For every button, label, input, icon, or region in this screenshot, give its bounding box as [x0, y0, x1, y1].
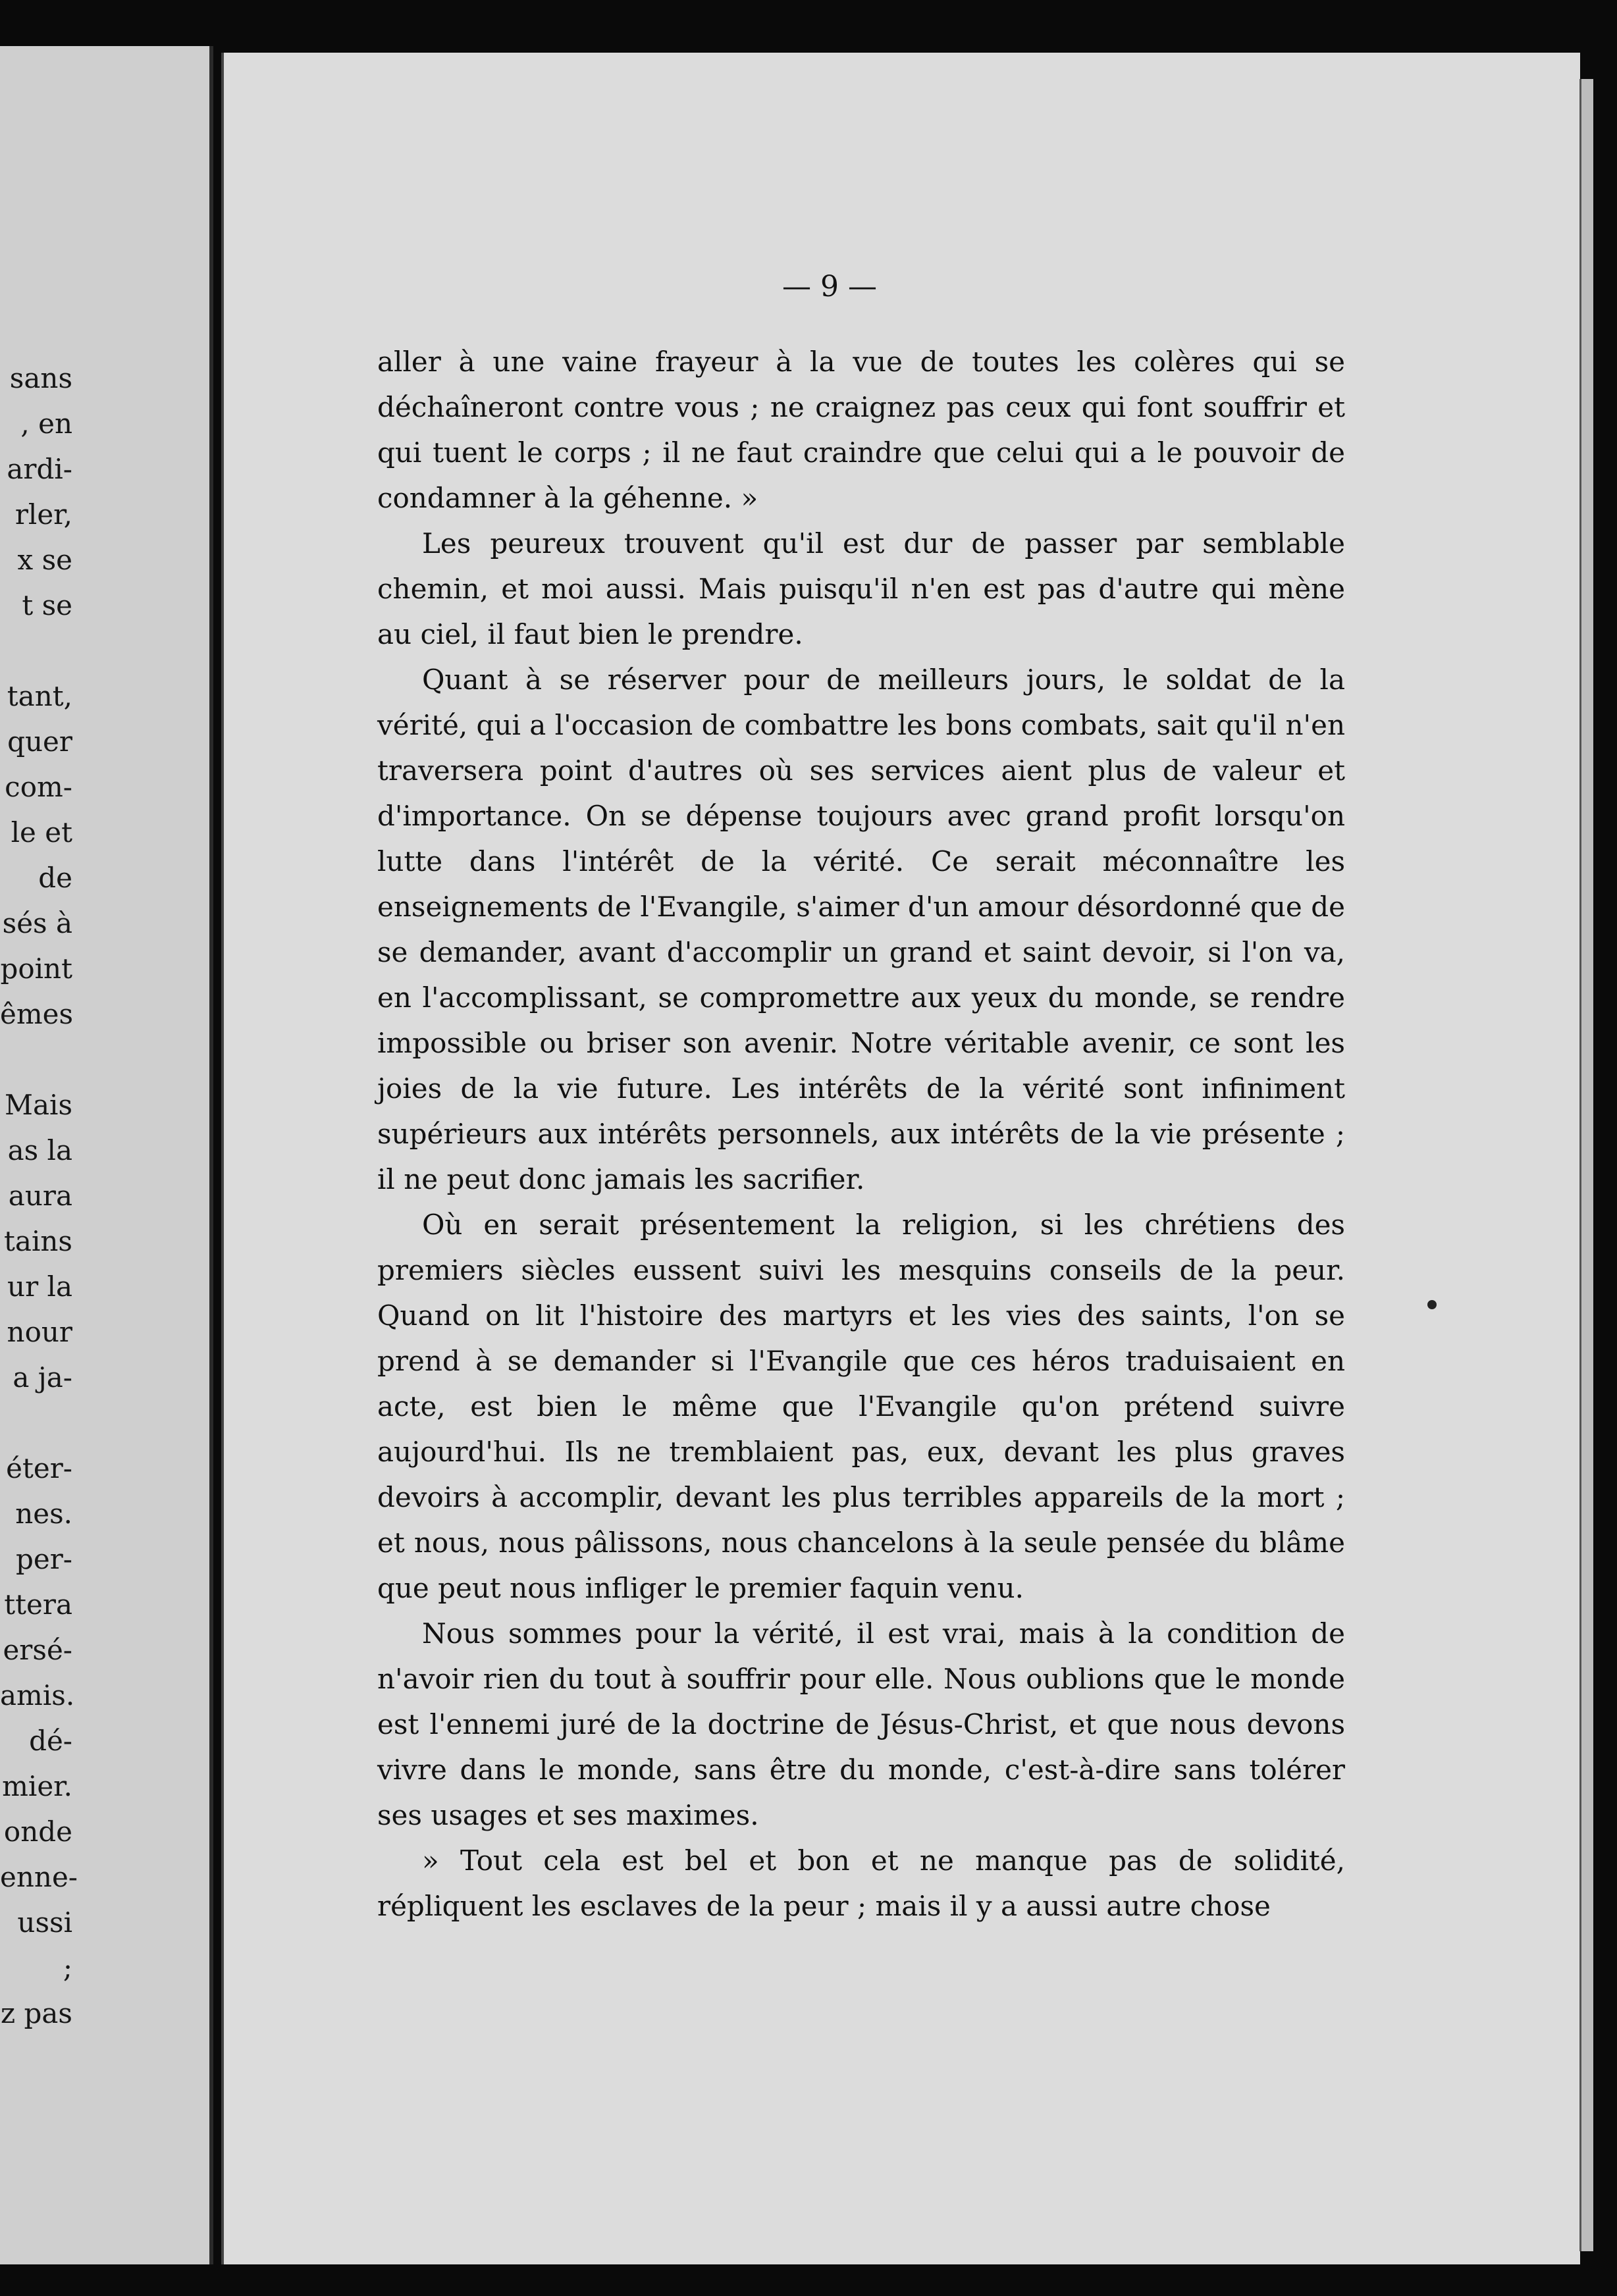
previous-page-fragment: [0, 1037, 72, 1082]
previous-page-fragment: a ja-: [13, 1361, 72, 1394]
speck: [1427, 1300, 1437, 1309]
previous-page-fragment: tant,: [7, 680, 72, 712]
previous-page-fragment: le et: [11, 816, 72, 848]
previous-page-fragment: Mais: [4, 1089, 72, 1121]
previous-page-fragment: enne-: [0, 1861, 78, 1893]
paragraph: Où en serait présentement la religion, si les chrétiens des premiers siècles eussent suivi les mesquins conseils de la peur. Quand on lit l'histoire des martyrs et les vies des saints, l'on se prend à se demander si l'Evangile que ces héros traduisaient en acte, est bien le même que l'Evangile qu'on prétend suivre aujourd'hui. Ils ne tremblaient pas, eux, devant les plus graves devoirs à accomplir, devant les plus terribles appareils de la mort ; et nous, nous pâlissons, nous chancelons à la seule pensée du blâme que peut nous infliger le premier faquin venu.: [377, 1209, 1345, 1604]
previous-page-fragment: quer: [7, 725, 72, 758]
previous-page-fragment: êmes: [0, 998, 74, 1030]
previous-page-fragment: aura: [8, 1180, 72, 1212]
previous-page-fragment: onde: [3, 1815, 72, 1848]
previous-page-fragment: dé-: [29, 1725, 72, 1757]
previous-page-fragment: nour: [7, 1316, 72, 1348]
previous-page-fragment: [0, 1400, 72, 1446]
previous-page-text-fragments: [0, 355, 78, 2036]
page-number: — 9 —: [782, 270, 877, 303]
previous-page-fragment: ersé-: [3, 1634, 72, 1666]
paragraph: Quant à se réserver pour de meilleurs jours, le soldat de la vérité, qui a l'occasion de combattre les bons combats, sait qu'il n'en traversera point d'autres où ses services aient plus de valeur et d'importance. On se dépense toujours avec grand profit lorsqu'on lutte dans l'intérêt de la vérité. Ce serait méconnaître les enseignements de l'Evangile, s'aimer d'un amour désordonné que de se demander, avant d'accomplir un grand et saint devoir, si l'on va, en l'accomplissant, se compromettre aux yeux du monde, se rendre impossible ou briser son avenir. Notre véritable avenir, ce sont les joies de la vie future. Les intérêts de la vérité sont infiniment supérieurs aux intérêts personnels, aux intérêts de la vie présente ; il ne peut donc jamais les sacrifier.: [377, 664, 1345, 1195]
previous-page-fragment: sés à: [2, 907, 72, 939]
previous-page-fragment: x se: [17, 544, 72, 576]
previous-page-fragment: , en: [20, 407, 72, 440]
previous-page-fragment: éter-: [6, 1452, 72, 1484]
previous-page-fragment: nes.: [15, 1498, 72, 1530]
paragraph: Nous sommes pour la vérité, il est vrai, mais à la condition de n'avoir rien du tout à souffrir pour elle. Nous oublions que le monde est l'ennemi juré de la doctrine de Jésus-Christ, et que nous devons vivre dans le monde, sans être du monde, c'est-à-dire sans tolérer ses usages et ses maximes.: [377, 1617, 1345, 1831]
previous-page-fragment: per-: [15, 1543, 72, 1575]
previous-page-fragment: rler,: [14, 498, 72, 531]
previous-page-fragment: amis.: [0, 1679, 75, 1711]
previous-page-fragment: ardi-: [7, 453, 72, 485]
previous-page-fragment: as la: [7, 1134, 72, 1166]
page-body-text: [377, 339, 1345, 1929]
page-edge: [1579, 79, 1593, 2251]
previous-page-fragment: ussi ;: [17, 1906, 72, 1984]
previous-page-fragment: mier.: [2, 1770, 72, 1802]
previous-page-fragment: ur la: [7, 1270, 72, 1303]
previous-page-fragment: tains: [4, 1225, 72, 1257]
previous-page-fragment: com-: [5, 771, 72, 803]
previous-page-fragment: sans: [9, 362, 72, 394]
previous-page-fragment: de: [38, 862, 72, 894]
paragraph: aller à une vaine frayeur à la vue de toutes les colères qui se déchaîneront contre vous ; ne craignez pas ceux qui font souffrir et qui tuent le corps ; il ne faut craindre que celui qui a le pouvoir de condamner à la géhenne. »: [377, 346, 1345, 514]
previous-page: [0, 46, 213, 2264]
previous-page-fragment: t se: [22, 589, 72, 621]
previous-page-fragment: point: [0, 952, 72, 985]
previous-page-fragment: [0, 628, 72, 673]
paragraph: » Tout cela est bel et bon et ne manque pas de solidité, répliquent les esclaves de la peur ; mais il y a aussi autre chose: [377, 1844, 1345, 1922]
previous-page-fragment: ttera: [4, 1588, 72, 1621]
paragraph: Les peureux trouvent qu'il est dur de passer par semblable chemin, et moi aussi. Mais puisqu'il n'en est pas d'autre qui mène au ciel, il faut bien le prendre.: [377, 527, 1345, 650]
previous-page-fragment: z pas: [1, 1997, 72, 2029]
